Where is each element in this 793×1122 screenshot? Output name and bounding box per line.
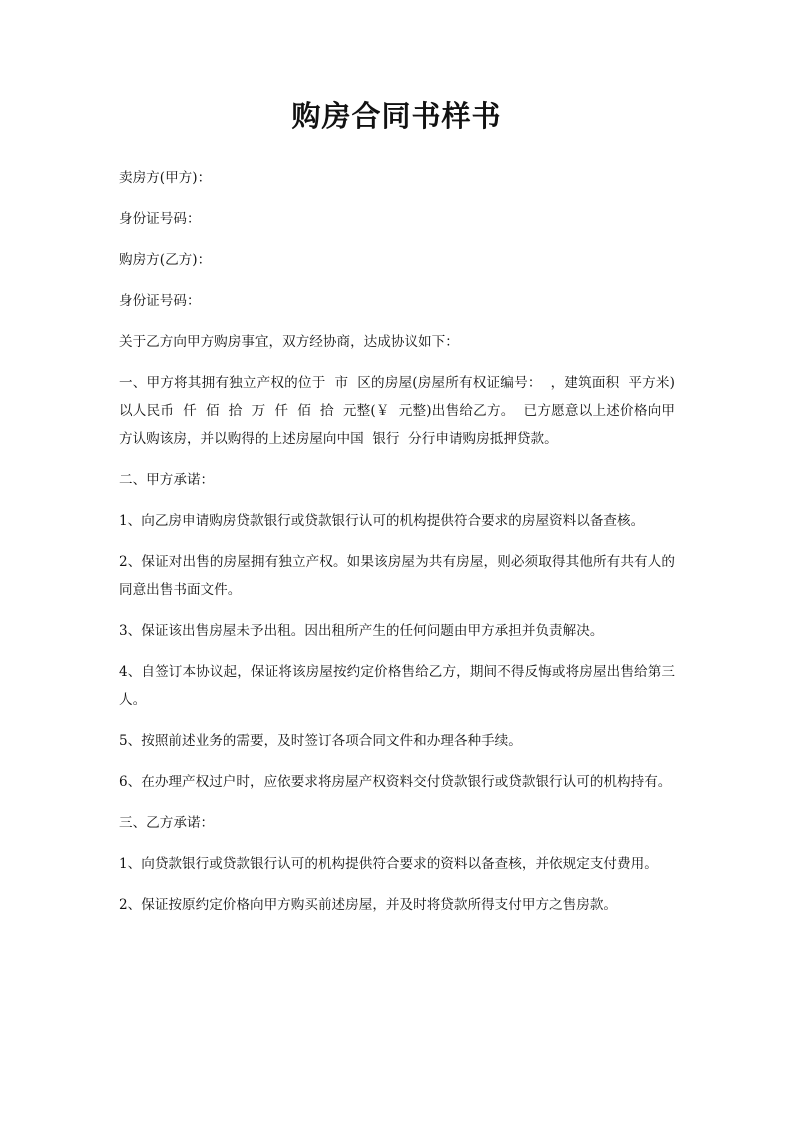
document-body [119,164,675,932]
agreement-intro: 关于乙方向甲方购房事宜，双方经协商，达成协议如下： [119,334,459,350]
seller-id-line: 身份证号码： [119,211,201,227]
party-b-promise-2: 2、保证按原约定价格向甲方购买前述房屋，并及时将贷款所得支付甲方之售房款。 [119,897,618,913]
party-a-promise-2: 2、保证对出售的房屋拥有独立产权。如果该房屋为共有房屋，则必须取得其他所有共有人的同意出售书面文件。 [119,554,675,598]
party-a-promise-5: 5、按照前述业务的需要，及时签订各项合同文件和办理各种手续。 [119,733,522,749]
buyer-party-line: 购房方(乙方)： [119,252,212,268]
clause-one: 一、甲方将其拥有独立产权的位于 市 区的房屋(房屋所有权证编号： ，建筑面积 平方米)以人民币 仟 佰 拾 万 仟 佰 拾 元整(￥ 元整)出售给乙方。 已方愿意以上述价格向甲方认购该房，并以购得的上述房屋向中国 银行 分行申请购房抵押贷款。 [119,375,675,447]
section-heading-party-b-promises: 三、乙方承诺： [119,815,215,831]
party-a-promise-1: 1、向乙房申请购房贷款银行或贷款银行认可的机构提供符合要求的房屋资料以备查核。 [119,513,645,529]
party-a-promise-4: 4、自签订本协议起，保证将该房屋按约定价格售给乙方，期间不得反悔或将房屋出售给第三人。 [119,664,675,708]
seller-party-line: 卖房方(甲方)： [119,170,212,186]
party-a-promise-6: 6、在办理产权过户时，应依要求将房屋产权资料交付贷款银行或贷款银行认可的机构持有。 [119,774,672,790]
section-heading-party-a-promises: 二、甲方承诺： [119,472,215,488]
buyer-id-line: 身份证号码： [119,293,201,309]
document-title: 购房合同书样书 [291,99,502,133]
party-a-promise-3: 3、保证该出售房屋未予出租。因出租所产生的任何问题由甲方承担并负责解决。 [119,623,604,639]
party-b-promise-1: 1、向贷款银行或贷款银行认可的机构提供符合要求的资料以备查核，并依规定支付费用。 [119,856,658,872]
